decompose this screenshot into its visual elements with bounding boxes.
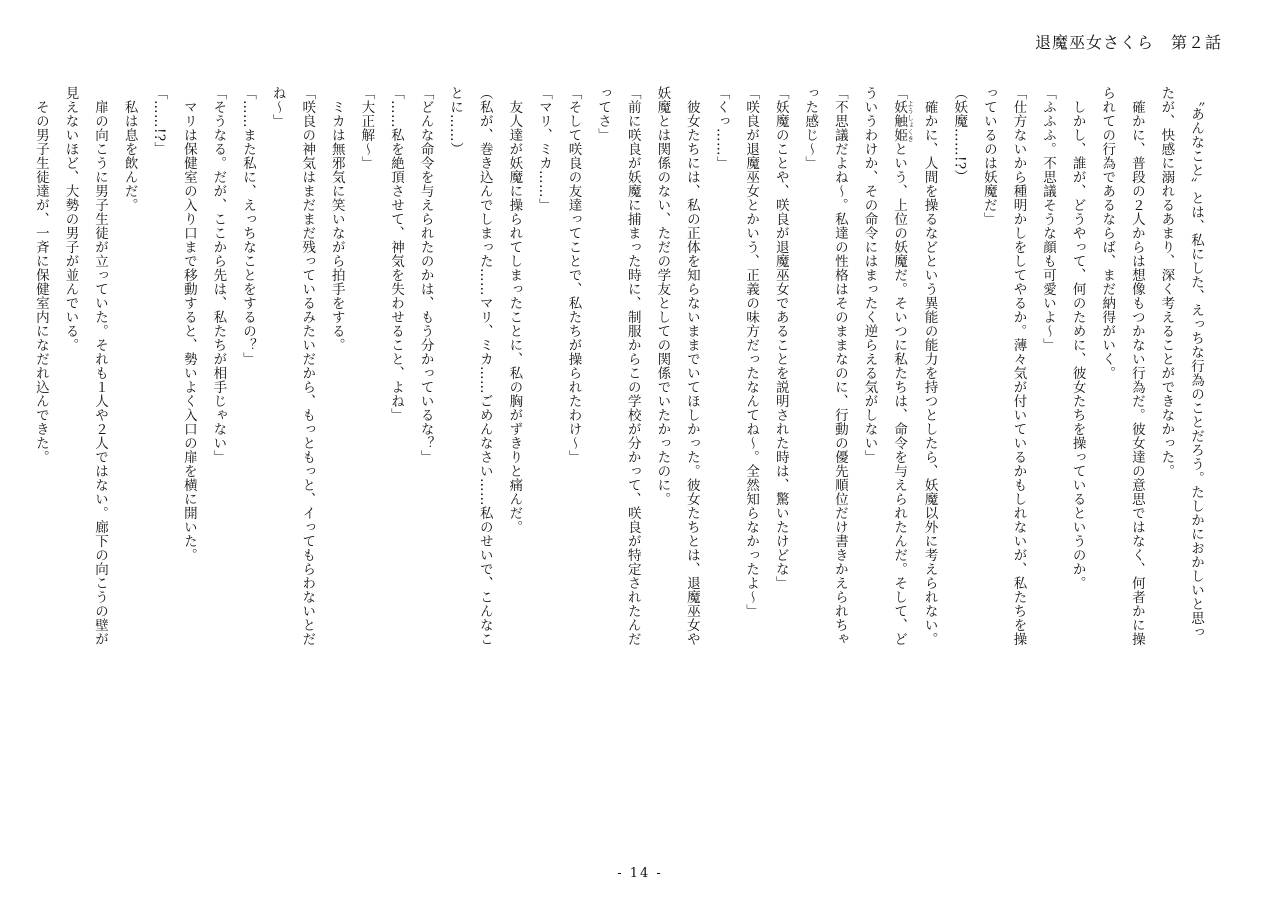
- text-line: 扉の向こうに男子生徒が立っていた。それも１人や２人ではない。廊下の向こうの壁が: [92, 86, 109, 646]
- text-line: 「マリ、ミカ……」: [535, 86, 552, 212]
- text-line: （私が、巻き込んでしまった……マリ、ミカ……ごめんなさい……私のせいで、こんなこ: [476, 86, 493, 646]
- text-line: 「前に咲良が妖魔に捕まった時に、制服からこの学校が分かって、咲良が特定されたんだ: [624, 86, 641, 646]
- text-line: 「そうなる。だが、ここから先は、私たちが相手じゃない」: [210, 86, 227, 464]
- ruby-base: 妖触姫: [891, 100, 908, 142]
- text-line: ミカは無邪気に笑いながら拍手をする。: [328, 86, 345, 352]
- text-line: 「咲良が退魔巫女とかいう、正義の味方だったなんてね～。全然知らなかったよ～」: [743, 86, 760, 618]
- text-line: った感じ～」: [802, 86, 819, 170]
- text-line: ね～」: [269, 86, 286, 128]
- text-segment: 「: [891, 86, 908, 100]
- running-header: 退魔巫女さくら 第２話: [1034, 33, 1222, 52]
- text-line: たが、快感に溺れるあまり、深く考えることができなかった。: [1158, 86, 1175, 478]
- text-line: られての行為であるならば、まだ納得がいく。: [1099, 86, 1116, 380]
- text-line: マリは保健室の入り口まで移動すると、勢いよく入口の扉を横に開いた。: [180, 86, 197, 562]
- text-line: ってさ」: [595, 86, 612, 142]
- text-line: 「……私を絶頂させて、神気を失わせること、よね」: [387, 86, 404, 422]
- text-line: 確かに、普段の２人からは想像もつかない行為だ。彼女達の意思ではなく、何者かに操: [1128, 86, 1145, 646]
- text-line: 「そして咲良の友達ってことで、私たちが操られたわけ～」: [565, 86, 582, 464]
- text-line: 彼女たちには、私の正体を知らないままでいてほしかった。彼女たちとは、退魔巫女や: [683, 86, 700, 646]
- text-line: 「大正解～」: [358, 86, 375, 170]
- text-line: とに……）: [447, 86, 464, 156]
- text-line: 友人達が妖魔に操られてしまったことに、私の胸がずきりと痛んだ。: [506, 86, 523, 534]
- vertical-body-text: [10, 86, 1210, 826]
- text-line: っているのは妖魔だ」: [980, 86, 997, 226]
- text-line: 確かに、人間を操るなどという異能の能力を持つとしたら、妖魔以外に考えられない。: [921, 86, 938, 646]
- text-line: ういうわけか、その命令にはまったく逆らえる気がしない」: [861, 86, 878, 464]
- text-line: 「仕方ないから種明かしをしてやるか。薄々気が付いているかもしれないが、私たちを操: [1010, 86, 1027, 646]
- text-line: 見えないほど、大勢の男子が並んでいる。: [62, 86, 79, 352]
- text-line: しかし、誰が、どうやって、何のために、彼女たちを操っているというのか。: [1069, 86, 1086, 590]
- text-line: 私は息を飲んだ。: [121, 86, 138, 212]
- text-line: 「不思議だよね～。私達の性格はそのままなのに、行動の優先順位だけ書きかえられちゃ: [831, 86, 848, 646]
- text-segment: という、上位の妖魔だ。そいつに私たちは、命令を与えられたんだ。そして、ど: [891, 142, 908, 646]
- text-line: 〝あんなこと〟とは、私にした、えっちな行為のことだろう。たしかにおかしいと思っ: [1188, 86, 1204, 640]
- text-line: 「どんな命令を与えられたのかは、もう分かっているな？」: [417, 86, 434, 464]
- text-line: 「ふふふ。不思議そうな顔も可愛いよ～」: [1040, 86, 1057, 352]
- ruby-annotation: [891, 100, 915, 142]
- text-line: 「咲良の神気はまだまだ残っているみたいだから、もっともっと、イってもらわないとだ: [299, 86, 316, 646]
- text-line: 「……!?」: [151, 86, 168, 156]
- text-line: 「……また私に、えっちなことをするの？」: [240, 86, 256, 366]
- text-line: 「くっ……」: [713, 86, 730, 170]
- page-number: - 14 -: [617, 866, 663, 881]
- text-line: 妖魔とは関係のない、ただの学友としての関係でいたかったのに。: [654, 86, 671, 506]
- ruby-reading: ようしょくき: [906, 100, 915, 142]
- text-line: （妖魔……!?）: [951, 86, 968, 184]
- text-line: その男子生徒達が、一斉に保健室内になだれ込んできた。: [32, 86, 49, 464]
- text-line: [883, 86, 914, 826]
- text-line: 「妖魔のことや、咲良が退魔巫女であることを説明された時は、驚いたけどな」: [772, 86, 789, 590]
